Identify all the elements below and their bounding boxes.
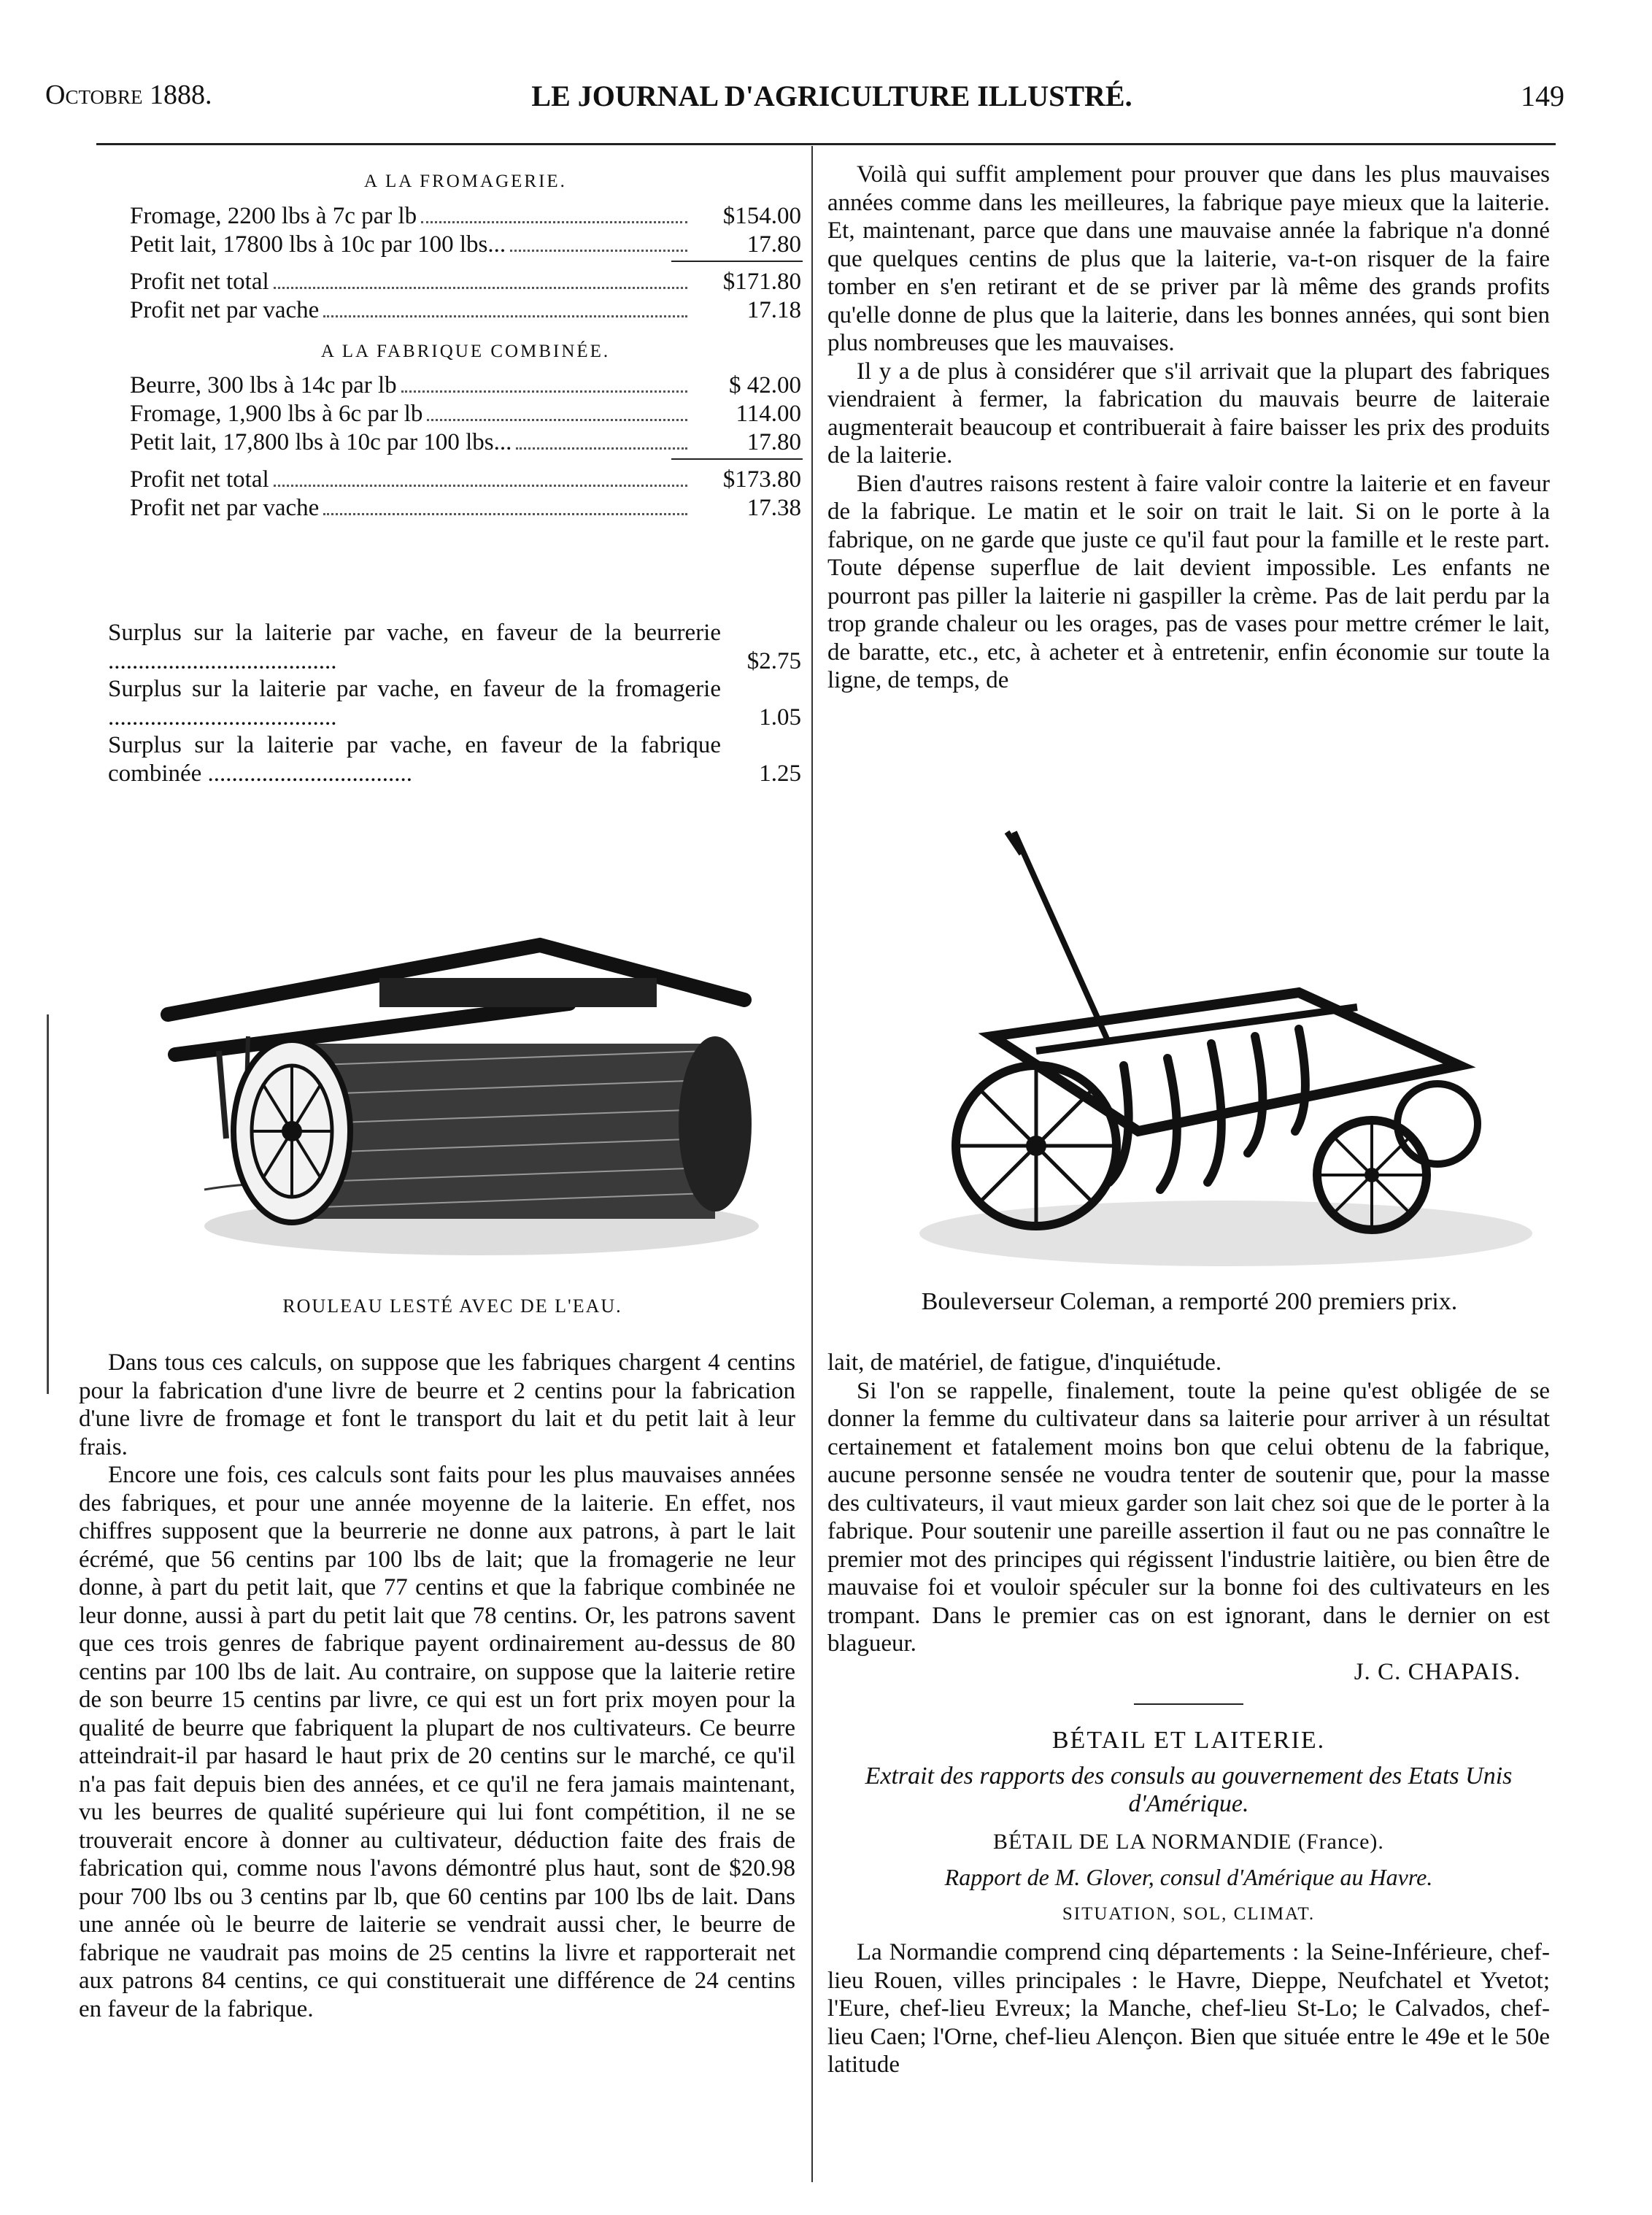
paragraph: Bien d'autres raisons restent à faire valoir contre la laiterie et en faveur de la fabrique. Le matin et le soir on trait le lait. Si on le porte à la fabrique, on ne garde que juste ce qu'il faut pour la famille et le reste part. Toute dépense superflue de lait devient impossible. Les enfants ne pourront pas piller la laiterie ni gaspiller la crème. Pas de lait perdu par la trop grande chaleur ou les orages, pas de vases pour mettre crémer le lait, de baratte, etc., etc, à acheter et à entretenir, enfin économie sur toute la ligne, de temps, de (827, 470, 1550, 693)
ledger-row: Beurre, 300 lbs à 14c par lb $ 42.00 (130, 372, 801, 398)
ledger-row: Fromage, 2200 lbs à 7c par lb $154.00 (130, 202, 801, 229)
section-subtitle: BÉTAIL DE LA NORMANDIE (France). (993, 1829, 1384, 1854)
section-extract: Extrait des rapports des consuls au gouvernement des Etats Unis d'Amérique. (865, 1762, 1513, 1817)
paragraph: lait, de matériel, de fatigue, d'inquiétude. (827, 1349, 1222, 1376)
cultivator-caption: Bouleverseur Coleman, a remporté 200 premiers prix. (921, 1288, 1458, 1315)
surplus-row: Surplus sur la laiterie par vache, en faveur de la beurrerie ...................................... $2.75 (108, 620, 801, 674)
cultivator-illustration (905, 825, 1547, 1277)
surplus-row: Surplus sur la laiterie par vache, en faveur de la fabrique combinée .................................. 1.25 (108, 732, 801, 787)
report-author: Rapport de M. Glover, consul d'Amérique au Havre. (944, 1864, 1433, 1890)
sum-rule (671, 458, 803, 460)
margin-mark (47, 1014, 49, 1394)
paragraph: Voilà qui suffit amplement pour prouver que dans les plus mauvaises années comme dans les meilleures, la fabrique paye mieux que la laiterie. Et, maintenant, parce que dans une mauvaise année la fabrique n'a donné que quelques centins de plus que la laiterie, va-t-on risquer de la faire tomber en s'en retirant et de se priver par là même des grands profits qu'elle donne de plus que la laiterie, dans les bonnes années, qui sont bien plus nombreuses que les mauvaises. (827, 161, 1550, 356)
ledger-total-row: Profit net total $173.80 (130, 466, 801, 493)
profit-ledger (130, 162, 801, 523)
column-divider (811, 146, 813, 2182)
ledger-total-row: Profit net total $171.80 (130, 268, 801, 295)
right-column-bottom-text (827, 1349, 1550, 2079)
ledger-total-row: Profit net par vache 17.18 (130, 296, 801, 323)
right-column-top-text (827, 161, 1550, 695)
paragraph: Il y a de plus à considérer que s'il arrivait que la plupart des fabriques viendraient à fermer, la fabrication du mauvais beurre de laiteraie augmenterait beaucoup et contribuerait à faire baisser les prix des produits de la laiterie. (827, 358, 1550, 469)
header-rule (96, 143, 1556, 145)
paragraph: Si l'on se rappelle, finalement, toute la peine qu'est obligée de se donner la femme du cultivateur dans sa laiterie pour arriver à un résultat certainement et fatalement moins bon que celui obtenu de la fabrique, aucune personne sensée ne voudra tenter de soutenir que, pour la masse des cultivateurs, il vaut mieux garder son lait chez soi que de le porter à la fabrique. Pour soutenir une pareille assertion il faut ou ne pas connaître le premier mot des principes qui régissent l'industrie laitière, ou bien être de mauvaise foi et vouloir spéculer sur la bonne foi des cultivateurs en les trompant. Dans le premier cas on est ignorant, dans le dernier on est blagueur. (827, 1377, 1550, 1657)
surplus-row: Surplus sur la laiterie par vache, en faveur de la fromagerie ...................................... 1.05 (108, 676, 801, 731)
page-number: 149 (1521, 80, 1564, 112)
paragraph: Encore une fois, ces calculs sont faits pour les plus mauvaises années des fabriques, et pour une année moyenne de la laiterie. En effet, nos chiffres supposent que la beurrerie ne donne aux patrons, à part le lait écrémé, que 56 centins par 100 lbs de lait; que la fromagerie ne leur donne, à part du petit lait, que 77 centins et que la fabrique combinée ne leur donne, aussi à part du petit lait que 78 centins. Or, les patrons savent que ces trois genres de fabrique payent ordinairement au-dessus de 80 centins par 100 lbs de lait. Au contraire, on suppose que la laiterie retire de son beurre 15 centins par livre, ce qui est un fort prix moyen pour la qualité de beurre que fabriquent la plupart de nos cultivateurs. Ce beurre atteindrait-il par hasard le haut prix de 20 centins sur le marché, ce qu'il n'a pas fait depuis bien des années, et ce qu'il ne fera jamais maintenant, vu les beurres de qualité supérieure qui lui font compétition, il ne se trouverait encore à donner au cultivateur, déduction faite des frais de fabrication qui, comme nous l'avons démontré plus haut, sont de $20.98 pour 700 lbs ou 3 centins par lb, que 60 centins par 100 lbs de lait. Dans une année où le beurre de laiterie se vendrait aussi cher, le beurre de fabrique ne vaudrait pas moins de 25 centins la livre et rapporterait net aux patrons 84 centins, ce qui constituerait une différence de 24 centins en faveur de la fabrique. (79, 1462, 795, 2022)
combinee-heading: A LA FABRIQUE COMBINÉE. (320, 341, 611, 361)
journal-title: LE JOURNAL D'AGRICULTURE ILLUSTRÉ. (531, 80, 1132, 112)
issue-date: Octobre 1888. (45, 80, 212, 110)
section-rule (1134, 1703, 1243, 1705)
ledger-row: Petit lait, 17800 lbs à 10c par 100 lbs... 17.80 (130, 231, 801, 258)
left-column-text (79, 1349, 795, 2023)
sum-rule (671, 261, 803, 262)
ledger-total-row: Profit net par vache 17.38 (130, 495, 801, 521)
roller-illustration (161, 920, 788, 1270)
section-title: BÉTAIL ET LAITERIE. (1051, 1727, 1326, 1754)
roller-caption: ROULEAU LESTÉ AVEC DE L'EAU. (282, 1295, 622, 1317)
author-signature: J. C. CHAPAIS. (1354, 1658, 1521, 1685)
section-subhead: SITUATION, SOL, CLIMAT. (1062, 1903, 1316, 1924)
ledger-row: Fromage, 1,900 lbs à 6c par lb 114.00 (130, 401, 801, 427)
ledger-row: Petit lait, 17,800 lbs à 10c par 100 lbs... 17.80 (130, 429, 801, 455)
paragraph: Dans tous ces calculs, on suppose que les fabriques chargent 4 centins pour la fabrication d'une livre de beurre et 2 centins pour la fabrication d'une livre de fromage et font le transport du lait et du petit lait à leur frais. (79, 1349, 795, 1460)
fromagerie-heading: A LA FROMAGERIE. (364, 172, 567, 191)
paragraph: La Normandie comprend cinq départements : la Seine-Inférieure, chef-lieu Rouen, villes principales : le Havre, Dieppe, Neufchatel et Yvetot; l'Eure, chef-lieu Evreux; la Manche, chef-lieu St-Lo; le Calvados, chef-lieu Caen; l'Orne, chef-lieu Alençon. Bien que située entre le 49e et le 50e latitude (827, 1939, 1550, 2078)
surplus-list (108, 619, 801, 787)
